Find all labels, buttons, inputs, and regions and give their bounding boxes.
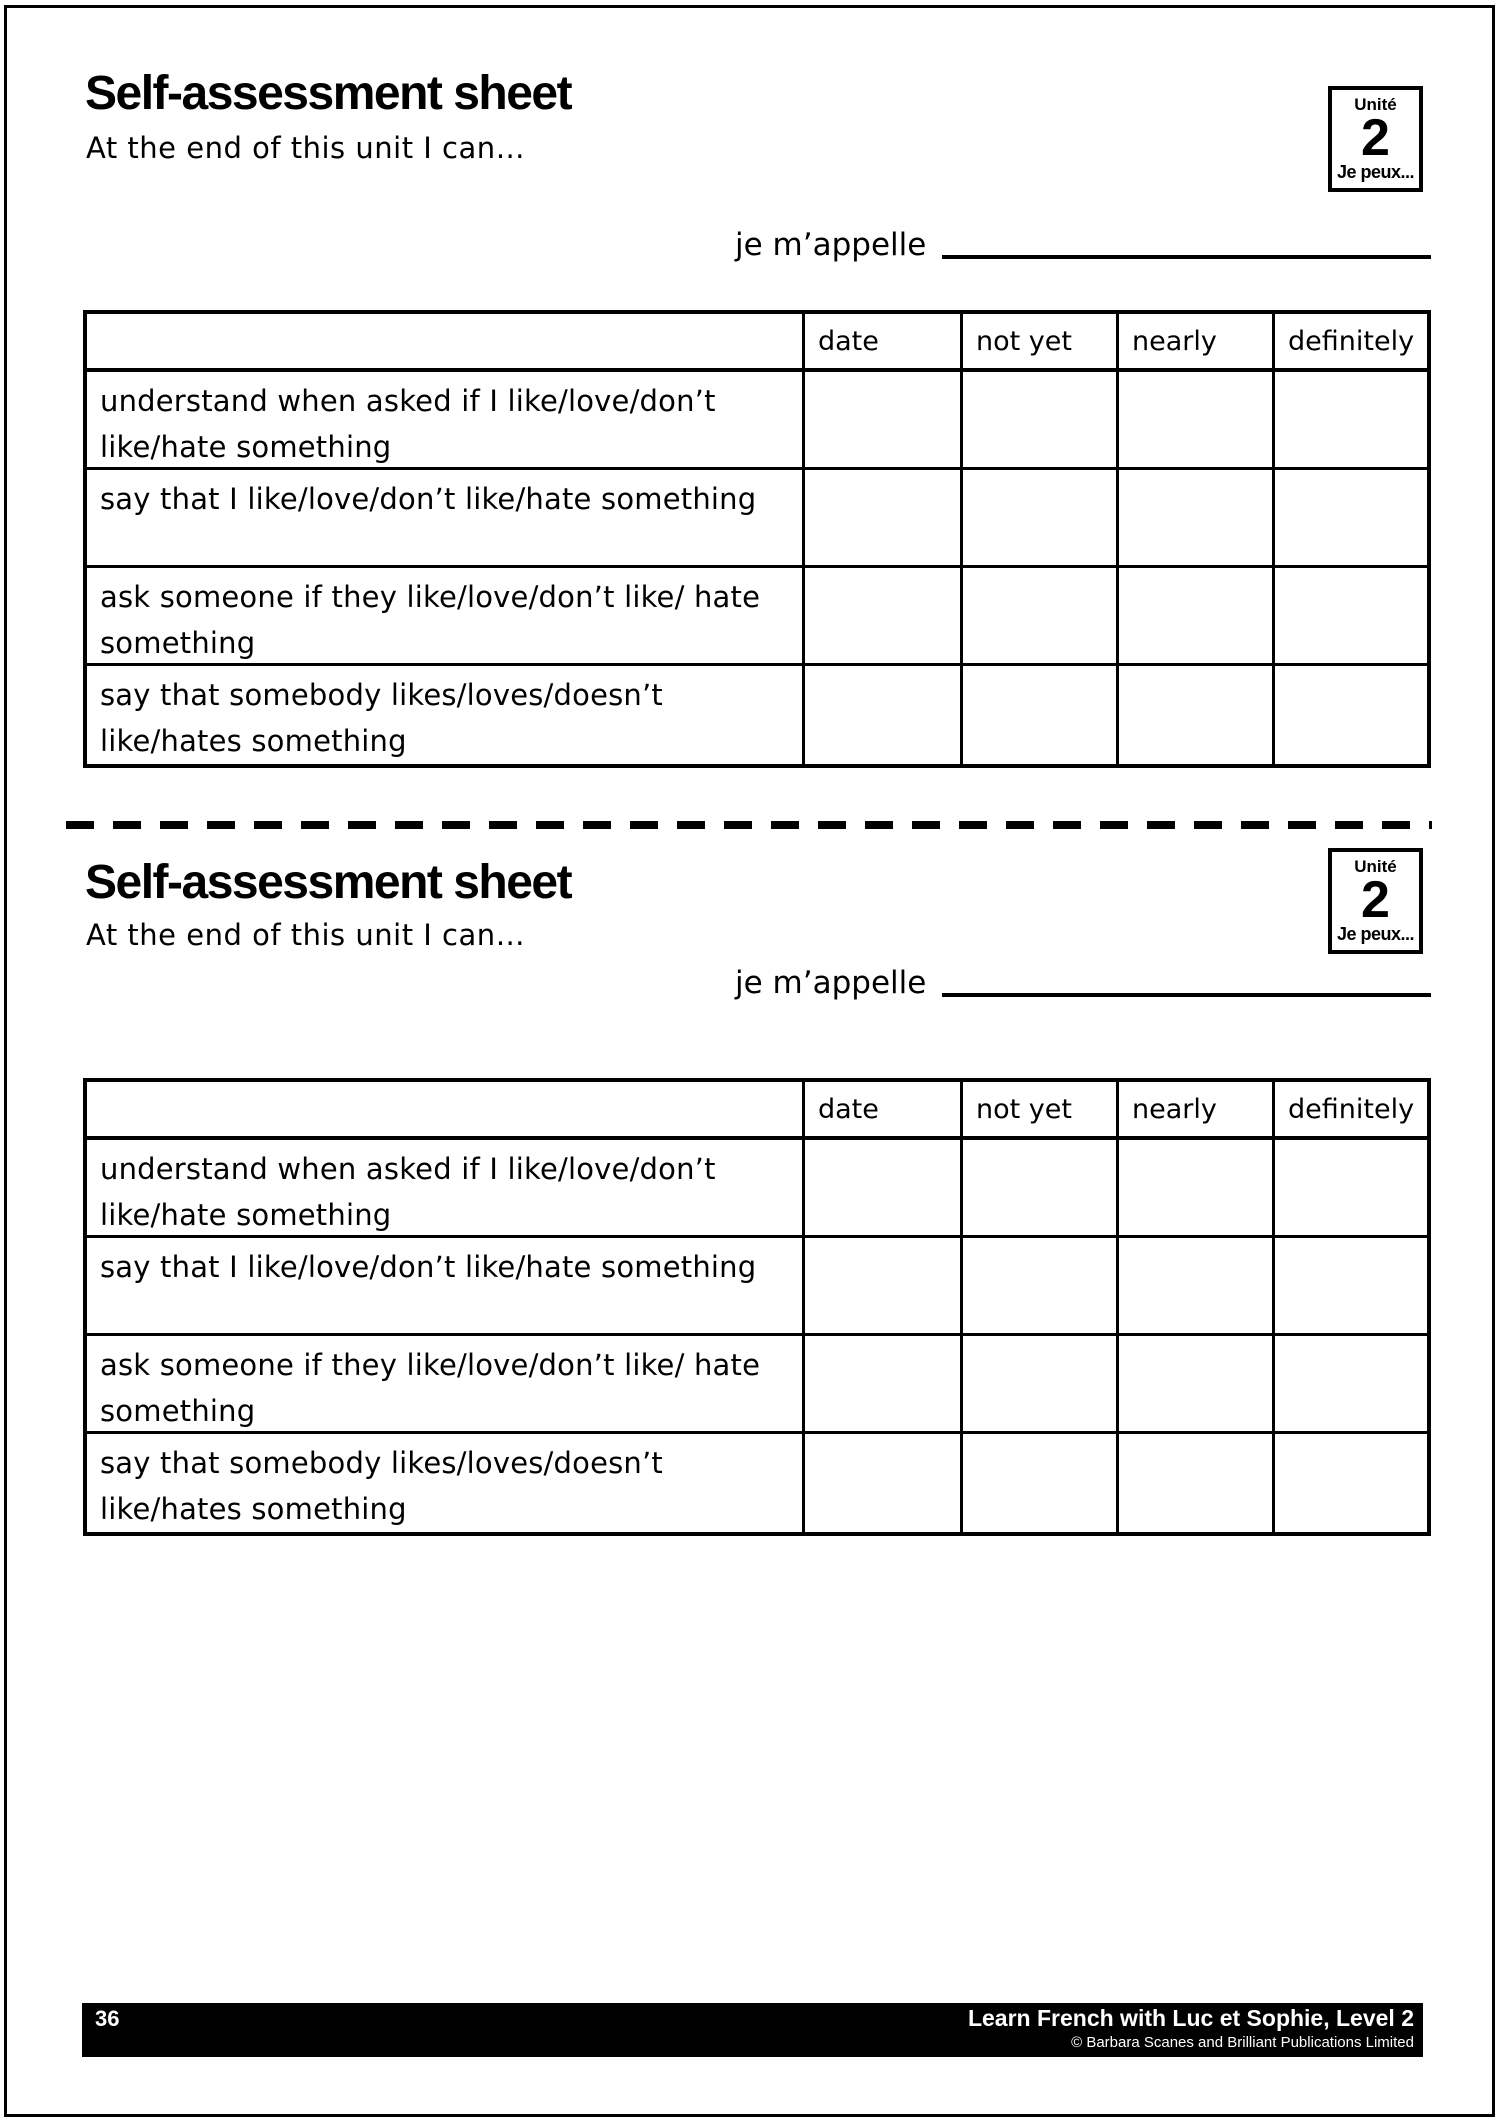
name-line <box>735 965 1431 1001</box>
rating-cell-date[interactable] <box>805 372 963 470</box>
rating-cell-definitely[interactable] <box>1275 1238 1427 1336</box>
rating-cell-definitely[interactable] <box>1275 372 1427 470</box>
assessment-sheet-1 <box>0 55 1500 775</box>
footer-credits <box>968 2005 1414 2052</box>
column-header-date: date <box>805 1082 963 1140</box>
unit-badge-number: 2 <box>1361 108 1390 167</box>
footer-copyright: © Barbara Scanes and Brilliant Publications Limited <box>1071 2034 1414 2052</box>
name-line <box>735 227 1431 263</box>
rating-cell-definitely[interactable] <box>1275 1140 1427 1238</box>
corner-cell <box>87 314 805 372</box>
rating-cell-not-yet[interactable] <box>963 1434 1119 1532</box>
column-header-not-yet: not yet <box>963 1082 1119 1140</box>
rating-cell-nearly[interactable] <box>1119 1238 1275 1336</box>
unit-badge <box>1328 86 1423 192</box>
rating-cell-nearly[interactable] <box>1119 568 1275 666</box>
assessment-table <box>83 1078 1431 1536</box>
rating-cell-nearly[interactable] <box>1119 1140 1275 1238</box>
cut-line-divider <box>66 821 1432 829</box>
column-header-nearly: nearly <box>1119 314 1275 372</box>
unit-badge-sublabel: Je peux... <box>1336 162 1415 182</box>
rating-cell-date[interactable] <box>805 1434 963 1532</box>
sheet-title: Self-assessment sheet <box>85 67 572 120</box>
rating-cell-definitely[interactable] <box>1275 568 1427 666</box>
rating-cell-date[interactable] <box>805 1336 963 1434</box>
rating-cell-nearly[interactable] <box>1119 1336 1275 1434</box>
skill-description: understand when asked if I like/love/don’t like/hate something <box>87 372 805 470</box>
skill-description: say that I like/love/don’t like/hate something <box>87 1238 805 1336</box>
column-header-definitely: definitely <box>1275 314 1427 372</box>
sheet-subtitle: At the end of this unit I can… <box>86 131 526 165</box>
name-label: je m’appelle <box>735 965 927 1001</box>
column-header-date: date <box>805 314 963 372</box>
skill-description: ask someone if they like/love/don’t like/ hate something <box>87 568 805 666</box>
rating-cell-not-yet[interactable] <box>963 470 1119 568</box>
skill-description: ask someone if they like/love/don’t like/ hate something <box>87 1336 805 1434</box>
rating-cell-nearly[interactable] <box>1119 470 1275 568</box>
rating-cell-definitely[interactable] <box>1275 1434 1427 1532</box>
name-blank-field[interactable] <box>942 983 1431 997</box>
rating-cell-definitely[interactable] <box>1275 470 1427 568</box>
rating-cell-not-yet[interactable] <box>963 568 1119 666</box>
rating-cell-not-yet[interactable] <box>963 666 1119 764</box>
column-header-not-yet: not yet <box>963 314 1119 372</box>
unit-badge <box>1328 848 1423 954</box>
page-number: 36 <box>95 2006 120 2031</box>
rating-cell-not-yet[interactable] <box>963 372 1119 470</box>
skill-description: understand when asked if I like/love/don’t like/hate something <box>87 1140 805 1238</box>
sheet-title: Self-assessment sheet <box>85 856 572 909</box>
column-header-definitely: definitely <box>1275 1082 1427 1140</box>
skill-description: say that I like/love/don’t like/hate something <box>87 470 805 568</box>
rating-cell-not-yet[interactable] <box>963 1140 1119 1238</box>
rating-cell-not-yet[interactable] <box>963 1238 1119 1336</box>
assessment-table <box>83 310 1431 768</box>
footer-book-title: Learn French with Luc et Sophie, Level 2 <box>967 2005 1414 2031</box>
unit-badge-number: 2 <box>1361 870 1390 929</box>
rating-cell-date[interactable] <box>805 1140 963 1238</box>
rating-cell-nearly[interactable] <box>1119 372 1275 470</box>
rating-cell-not-yet[interactable] <box>963 1336 1119 1434</box>
name-label: je m’appelle <box>735 227 927 263</box>
unit-badge-sublabel: Je peux... <box>1336 924 1415 944</box>
rating-cell-date[interactable] <box>805 666 963 764</box>
column-header-nearly: nearly <box>1119 1082 1275 1140</box>
assessment-sheet-2 <box>0 845 1500 1545</box>
rating-cell-nearly[interactable] <box>1119 1434 1275 1532</box>
rating-cell-nearly[interactable] <box>1119 666 1275 764</box>
rating-cell-date[interactable] <box>805 1238 963 1336</box>
rating-cell-definitely[interactable] <box>1275 1336 1427 1434</box>
unit-badge-label: Unité <box>1354 857 1397 876</box>
sheet-subtitle: At the end of this unit I can… <box>86 918 526 952</box>
footer-bar <box>82 2003 1423 2057</box>
unit-badge-label: Unité <box>1354 95 1397 114</box>
name-blank-field[interactable] <box>942 245 1431 259</box>
corner-cell <box>87 1082 805 1140</box>
rating-cell-date[interactable] <box>805 470 963 568</box>
rating-cell-definitely[interactable] <box>1275 666 1427 764</box>
skill-description: say that somebody likes/loves/doesn’t like/hates something <box>87 1434 805 1532</box>
rating-cell-date[interactable] <box>805 568 963 666</box>
skill-description: say that somebody likes/loves/doesn’t like/hates something <box>87 666 805 764</box>
